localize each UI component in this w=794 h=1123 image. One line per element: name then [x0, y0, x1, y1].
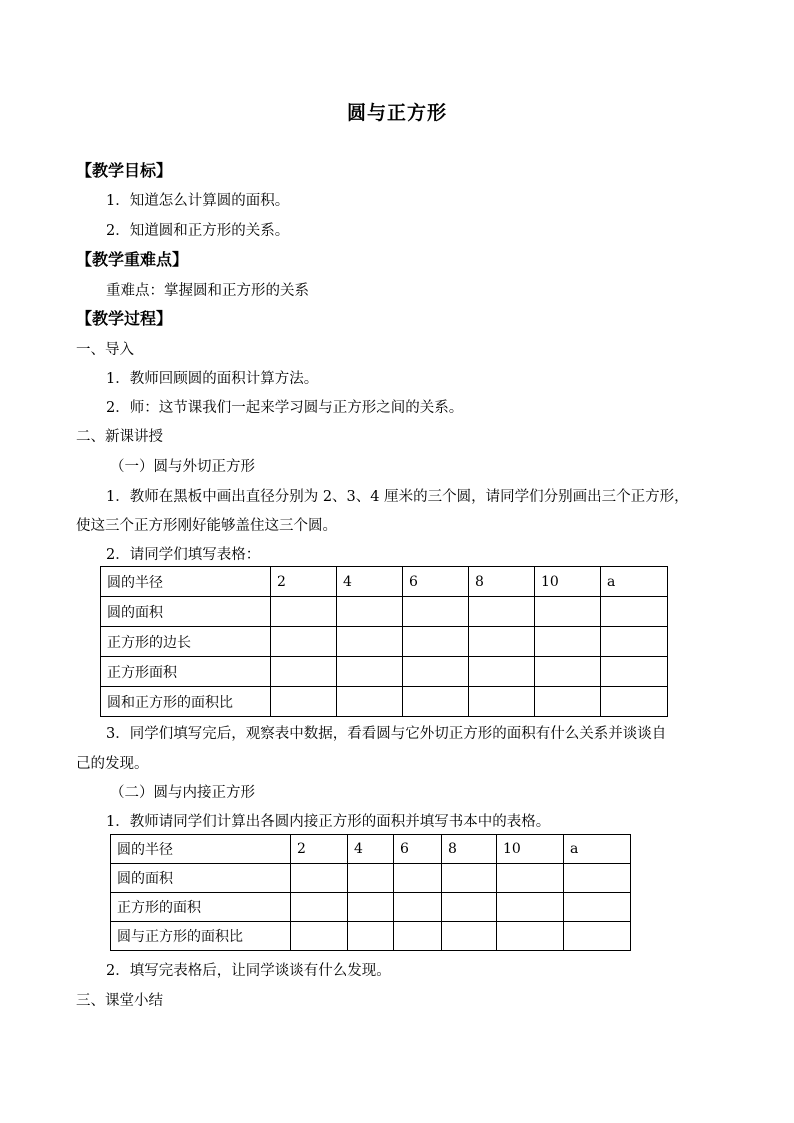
table-cell [348, 864, 394, 893]
table-cell [469, 687, 535, 717]
table-cell: 8 [442, 835, 497, 864]
part1-item-2: 2．师：这节课我们一起来学习圆与正方形之间的关系。 [106, 400, 464, 416]
table-cell [535, 657, 601, 687]
table-row [111, 893, 631, 922]
sub1-paragraph-1-line-1: 1．教师在黑板中画出直径分别为 2、3、4 厘米的三个圆，请同学们分别画出三个正方形， [106, 489, 689, 505]
table-cell [403, 687, 469, 717]
row-header-cell: 圆和正方形的面积比 [101, 687, 271, 717]
table-cell [394, 893, 442, 922]
table-row [101, 627, 668, 657]
row-header-cell: 圆的面积 [101, 597, 271, 627]
part1-title: 一、导入 [76, 342, 134, 358]
table-cell: 2 [291, 835, 348, 864]
table-cell [442, 893, 497, 922]
table-cell [394, 922, 442, 951]
table-row [101, 567, 668, 597]
table-cell: 10 [497, 835, 564, 864]
row-header-cell: 圆的半径 [101, 567, 271, 597]
table-cell [337, 627, 403, 657]
row-header-cell: 正方形的边长 [101, 627, 271, 657]
table-cell [271, 597, 337, 627]
table-cell: 2 [271, 567, 337, 597]
part1-item-1: 1．教师回顾圆的面积计算方法。 [106, 371, 319, 387]
table-cell [601, 627, 668, 657]
row-header-cell: 圆与正方形的面积比 [111, 922, 291, 951]
table-cell [601, 687, 668, 717]
process-heading: 【教学过程】 [76, 309, 173, 328]
table-cell [337, 657, 403, 687]
table-cell: a [564, 835, 631, 864]
key-points-heading: 【教学重难点】 [76, 250, 189, 269]
sub2-title: （二）圆与内接正方形 [110, 785, 255, 801]
table-cell [564, 864, 631, 893]
part3-title: 三、课堂小结 [76, 993, 163, 1009]
table-row [101, 597, 668, 627]
table-cell [271, 657, 337, 687]
table-cell [535, 627, 601, 657]
goals-heading: 【教学目标】 [76, 161, 173, 180]
table-cell [535, 687, 601, 717]
table-cell [469, 627, 535, 657]
table-cell [394, 864, 442, 893]
table-cell [337, 597, 403, 627]
goal-item-2: 2．知道圆和正方形的关系。 [106, 223, 290, 239]
table-cell [291, 893, 348, 922]
table-cell [291, 922, 348, 951]
table-row [111, 835, 631, 864]
table-cell: 10 [535, 567, 601, 597]
sub1-paragraph-2: 2．请同学们填写表格： [106, 547, 261, 563]
sub1-paragraph-3-line-1: 3．同学们填写完后，观察表中数据，看看圆与它外切正方形的面积有什么关系并谈谈自 [106, 726, 667, 742]
table-cell [497, 893, 564, 922]
sub1-title: （一）圆与外切正方形 [110, 459, 255, 475]
row-header-cell: 圆的面积 [111, 864, 291, 893]
table-cell [403, 657, 469, 687]
table-cell [271, 627, 337, 657]
table-cell [442, 922, 497, 951]
table-cell [403, 597, 469, 627]
table-cell: 6 [403, 567, 469, 597]
table-cell [348, 922, 394, 951]
table-cell: 4 [337, 567, 403, 597]
goal-item-1: 1．知道怎么计算圆的面积。 [106, 193, 290, 209]
table-cell [348, 893, 394, 922]
sub2-paragraph-2: 2．填写完表格后，让同学谈谈有什么发现。 [106, 963, 391, 979]
table-cell [497, 864, 564, 893]
sub1-paragraph-3-line-2: 己的发现。 [76, 756, 149, 772]
table-row [101, 687, 668, 717]
sub2-paragraph-1: 1．教师请同学们计算出各圆内接正方形的面积并填写书本中的表格。 [106, 814, 551, 830]
table-cell [291, 864, 348, 893]
table-cell [601, 597, 668, 627]
row-header-cell: 圆的半径 [111, 835, 291, 864]
table-cell: 4 [348, 835, 394, 864]
table-row [101, 657, 668, 687]
table-cell: 8 [469, 567, 535, 597]
table-row [111, 864, 631, 893]
table-cell [403, 627, 469, 657]
table-cell [442, 864, 497, 893]
table-cell [271, 687, 337, 717]
row-header-cell: 正方形面积 [101, 657, 271, 687]
key-points-text: 重难点：掌握圆和正方形的关系 [106, 283, 309, 299]
table-cell: a [601, 567, 668, 597]
part2-title: 二、新课讲授 [76, 429, 163, 445]
table-inscribed-square [110, 834, 631, 951]
table-cell [337, 687, 403, 717]
table-cell [469, 597, 535, 627]
sub1-paragraph-1-line-2: 使这三个正方形刚好能够盖住这三个圆。 [76, 518, 337, 534]
table-cell [564, 893, 631, 922]
table-cell [535, 597, 601, 627]
table-cell [497, 922, 564, 951]
table-cell [564, 922, 631, 951]
table-cell [469, 657, 535, 687]
table-row [111, 922, 631, 951]
table-cell: 6 [394, 835, 442, 864]
table-cell [601, 657, 668, 687]
row-header-cell: 正方形的面积 [111, 893, 291, 922]
table-circumscribed-square [100, 566, 668, 717]
document-title: 圆与正方形 [346, 102, 447, 124]
